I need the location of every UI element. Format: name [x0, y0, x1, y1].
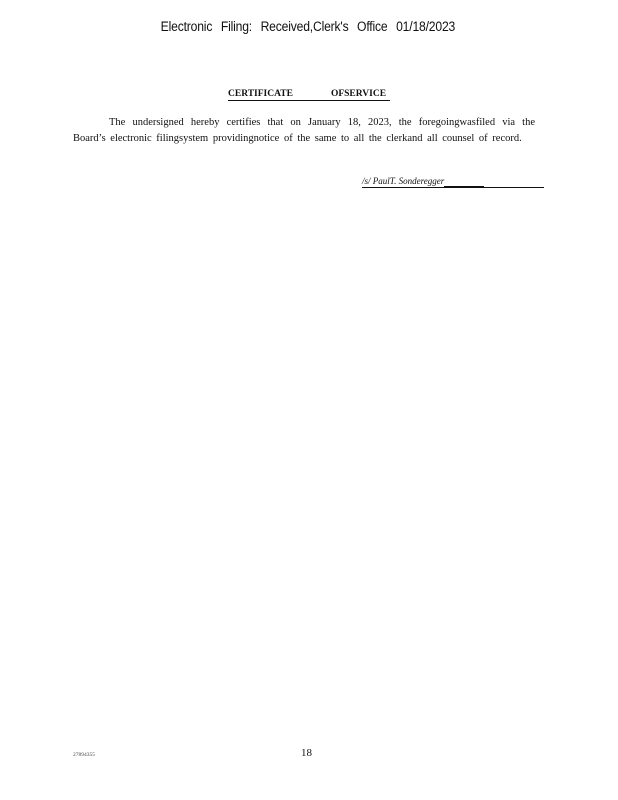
- page-number-container: [0, 747, 618, 759]
- signature-underline: [444, 186, 484, 187]
- page-number: 18: [301, 747, 312, 759]
- certificate-title-word-1: CERTIFICATE: [228, 89, 293, 99]
- signature-text: /s/ PaulT. Sonderegger: [362, 176, 445, 186]
- signature-line: [362, 175, 544, 188]
- document-id: 27894355: [73, 752, 95, 758]
- certificate-of-service-title: [228, 88, 390, 101]
- electronic-filing-header: Electronic Filing: Received,Clerk's Office 01/18/2023: [160, 19, 456, 34]
- certificate-title-word-2: OFSERVICE: [330, 89, 387, 99]
- service-certification-paragraph: The undersigned hereby certifies that on January 18, 2023, the foregoingwasfiled via the Board’s electronic filingsystem providingnotice of the same to all the clerkand all counsel of record.: [73, 117, 535, 144]
